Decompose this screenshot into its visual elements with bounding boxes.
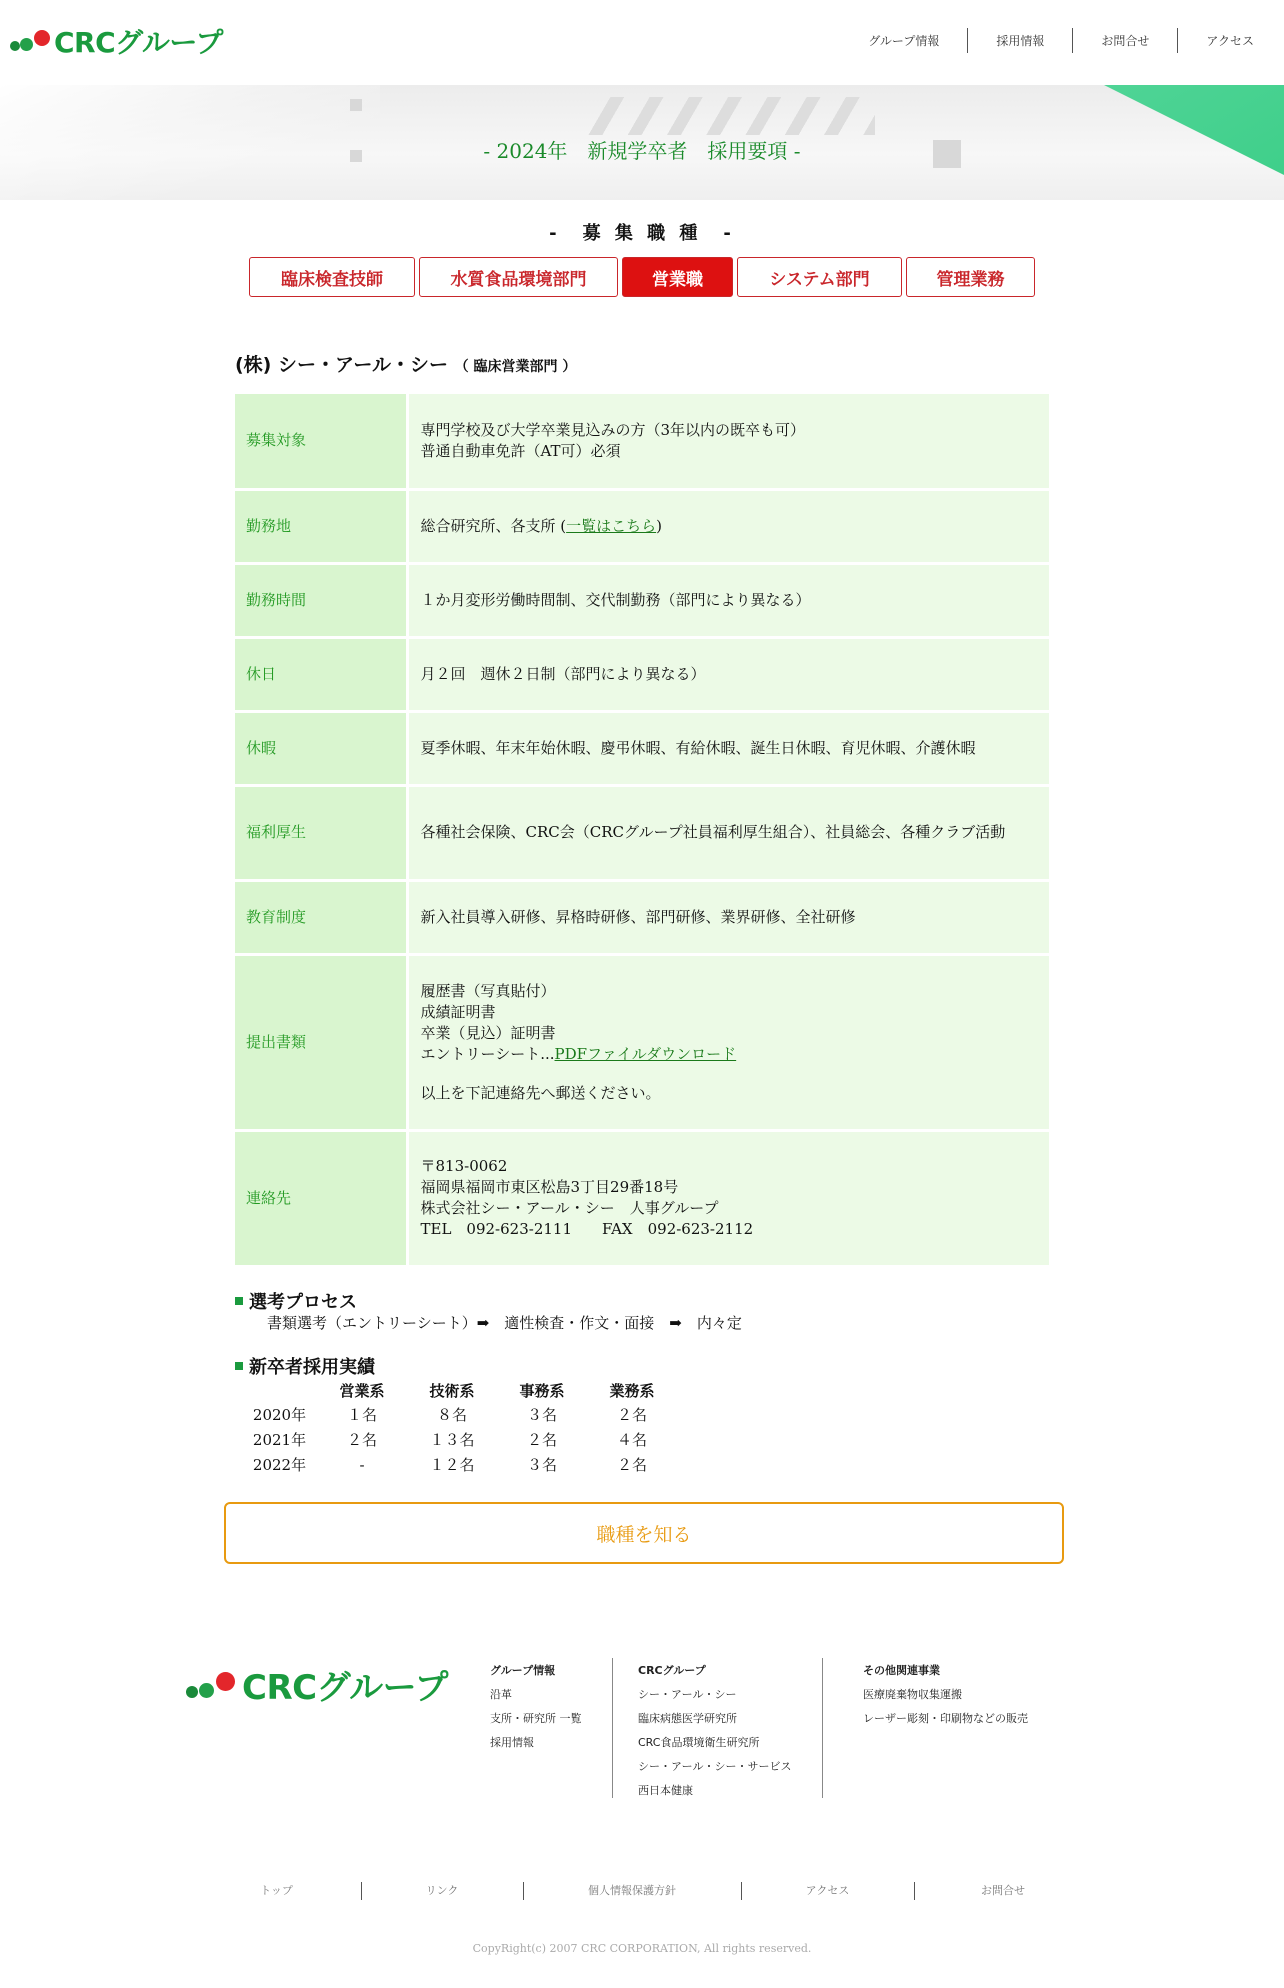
footer-logo[interactable] xyxy=(186,1660,448,1709)
table-row xyxy=(235,954,1049,1130)
location-suffix: ) xyxy=(656,516,662,535)
hero-banner xyxy=(0,85,1284,200)
header-cell: 業務系 xyxy=(609,1381,655,1400)
footer-link-laser-engraving[interactable]: レーザー彫刻・印刷物などの販売 xyxy=(863,1712,1028,1725)
nav-recruit-info[interactable]: 採用情報 xyxy=(967,28,1072,53)
footer-col-title: CRCグループ xyxy=(638,1664,706,1677)
row-label: 休日 xyxy=(235,637,407,711)
table-row xyxy=(235,637,1049,711)
row-label: 連絡先 xyxy=(235,1130,407,1266)
table-row xyxy=(242,1402,677,1427)
table-row xyxy=(242,1427,677,1452)
footer-nav-contact[interactable]: お問合せ xyxy=(914,1882,1092,1900)
count-cell: ８名 xyxy=(436,1406,467,1424)
section-title: - 募 集 職 種 - xyxy=(549,223,735,244)
row-value: 夏季休暇、年末年始休暇、慶弔休暇、有給休暇、誕生日休暇、育児休暇、介護休暇 xyxy=(407,711,1049,785)
row-value xyxy=(407,394,1049,489)
count-cell: １名 xyxy=(346,1406,377,1424)
header-cell: 技術系 xyxy=(429,1381,475,1400)
pdf-download-link[interactable]: PDFファイルダウンロード xyxy=(554,1044,737,1063)
footer-link-crc-service[interactable]: シー・アール・シー・サービス xyxy=(638,1760,792,1773)
results-heading xyxy=(235,1353,375,1379)
document-line xyxy=(421,1044,1040,1065)
job-type-tabs xyxy=(249,257,1035,297)
document-line: 履歴書（写真貼付） xyxy=(420,981,556,1000)
company-name: (株) シー・アール・シー xyxy=(235,354,449,376)
table-row xyxy=(235,394,1049,489)
footer-link-history[interactable]: 沿革 xyxy=(490,1688,512,1701)
row-value: 各種社会保険、CRC会（CRCグループ社員福利厚生組合）、社員総会、各種クラブ活動 xyxy=(407,785,1049,880)
footer-col-related xyxy=(863,1662,1028,1734)
company-division: （ 臨床営業部門 ） xyxy=(454,359,577,375)
copyright: CopyRight(c) 2007 CRC CORPORATION, All rights reserved. xyxy=(472,1942,812,1955)
table-row xyxy=(242,1378,677,1402)
branch-list-link[interactable]: 一覧はこちら xyxy=(566,516,657,535)
footer-divider xyxy=(612,1658,613,1798)
table-row xyxy=(235,1130,1049,1266)
table-row xyxy=(242,1452,677,1477)
target-line: 専門学校及び大学卒業見込みの方（3年以内の既卒も可） xyxy=(420,420,806,439)
process-steps: 書類選考（エントリーシート）➡ 適性検査・作文・面接 ➡ 内々定 xyxy=(267,1314,742,1332)
count-cell: ４名 xyxy=(616,1431,647,1449)
crc-logo[interactable] xyxy=(10,24,223,58)
footer-link-nishinihon-health[interactable]: 西日本健康 xyxy=(638,1784,693,1797)
document-line: 成績証明書 xyxy=(420,1002,496,1021)
footer-link-food-env-institute[interactable]: CRC食品環境衛生研究所 xyxy=(638,1736,760,1749)
logo-text: CRCグループ xyxy=(54,26,223,59)
footer-nav-links[interactable]: リンク xyxy=(361,1882,523,1900)
row-label: 福利厚生 xyxy=(235,785,407,880)
count-cell: １２名 xyxy=(429,1456,475,1474)
tab-system[interactable]: システム部門 xyxy=(737,257,902,297)
contact-line: 〒813-0062 xyxy=(420,1157,508,1175)
footer-col-title: グループ情報 xyxy=(490,1664,556,1677)
footer-col-title: その他関連事業 xyxy=(863,1664,940,1677)
count-cell: ２名 xyxy=(616,1406,647,1424)
nav-access[interactable]: アクセス xyxy=(1177,28,1268,53)
row-label: 勤務時間 xyxy=(235,563,407,637)
tab-admin[interactable]: 管理業務 xyxy=(906,257,1035,297)
count-cell: ２名 xyxy=(346,1431,377,1449)
row-label: 休暇 xyxy=(235,711,407,785)
count-cell: ３名 xyxy=(526,1456,557,1474)
footer-nav-privacy[interactable]: 個人情報保護方針 xyxy=(523,1882,741,1900)
green-square-icon xyxy=(235,1297,243,1305)
target-line: 普通自動車免許（AT可）必須 xyxy=(420,441,621,460)
table-row xyxy=(235,563,1049,637)
year-cell: 2022年 xyxy=(252,1456,307,1474)
table-row xyxy=(235,489,1049,563)
footer-col-group-info xyxy=(490,1662,582,1758)
footer-link-branches[interactable]: 支所・研究所 一覧 xyxy=(490,1712,582,1725)
footer-link-recruit[interactable]: 採用情報 xyxy=(490,1736,534,1749)
footer-link-medical-waste[interactable]: 医療廃棄物収集運搬 xyxy=(863,1688,962,1701)
row-label: 募集対象 xyxy=(235,394,407,489)
recruitment-info-table xyxy=(235,394,1049,1268)
top-nav xyxy=(840,28,1268,53)
logo-dots-icon xyxy=(186,1668,242,1702)
banner-square xyxy=(350,99,362,111)
logo-dots-icon xyxy=(10,26,54,56)
entry-sheet-label: エントリーシート... xyxy=(420,1044,555,1063)
footer-bottom-nav xyxy=(0,1882,1284,1900)
documents-note: 以上を下記連絡先へ郵送ください。 xyxy=(420,1083,661,1102)
tab-water-food-env[interactable]: 水質食品環境部門 xyxy=(419,257,618,297)
table-row xyxy=(235,711,1049,785)
contact-line: TEL 092-623-2111 FAX 092-623-2112 xyxy=(420,1220,754,1238)
contact-line: 福岡県福岡市東区松島3丁目29番18号 xyxy=(420,1178,679,1196)
count-cell: ３名 xyxy=(526,1406,557,1424)
site-header xyxy=(0,0,1284,85)
count-cell: １３名 xyxy=(429,1431,475,1449)
footer-col-crc-group xyxy=(638,1662,791,1806)
nav-group-info[interactable]: グループ情報 xyxy=(868,34,940,48)
header-cell: 事務系 xyxy=(519,1381,565,1400)
row-label: 勤務地 xyxy=(235,489,407,563)
banner-title: - 2024年 新規学卒者 採用要項 - xyxy=(483,139,801,163)
process-heading xyxy=(235,1288,357,1314)
process-title: 選考プロセス xyxy=(249,1292,357,1313)
row-label: 教育制度 xyxy=(235,880,407,954)
count-cell: ２名 xyxy=(526,1431,557,1449)
green-square-icon xyxy=(235,1362,243,1370)
learn-job-types-button[interactable]: 職種を知る xyxy=(224,1502,1064,1564)
footer-nav-top[interactable]: トップ xyxy=(260,1884,293,1897)
count-cell: - xyxy=(359,1455,365,1474)
company-heading xyxy=(235,350,576,377)
hiring-results-table xyxy=(242,1378,677,1477)
tab-clinical-lab[interactable]: 臨床検査技師 xyxy=(249,257,415,297)
row-value xyxy=(407,954,1049,1130)
row-value: 月２回 週休２日制（部門により異なる） xyxy=(407,637,1049,711)
row-label: 提出書類 xyxy=(235,954,407,1130)
banner-stripes xyxy=(585,97,875,135)
nav-contact[interactable]: お問合せ xyxy=(1072,28,1177,53)
document-line: 卒業（見込）証明書 xyxy=(420,1023,556,1042)
table-row xyxy=(235,785,1049,880)
footer-nav-access[interactable]: アクセス xyxy=(741,1882,914,1900)
year-cell: 2021年 xyxy=(252,1431,307,1449)
row-value xyxy=(407,489,1049,563)
year-cell: 2020年 xyxy=(252,1406,307,1424)
row-value: １か月変形労働時間制、交代制勤務（部門により異なる） xyxy=(407,563,1049,637)
header-cell: 営業系 xyxy=(339,1381,385,1400)
table-row xyxy=(235,880,1049,954)
header-cell xyxy=(242,1378,317,1402)
row-value: 新入社員導入研修、昇格時研修、部門研修、業界研修、全社研修 xyxy=(407,880,1049,954)
tab-sales[interactable]: 営業職 xyxy=(622,257,733,297)
footer-divider xyxy=(822,1658,823,1798)
footer-logo-text: CRCグループ xyxy=(242,1668,448,1708)
footer-link-clinical-institute[interactable]: 臨床病態医学研究所 xyxy=(638,1712,737,1725)
results-title: 新卒者採用実績 xyxy=(249,1357,375,1378)
row-value xyxy=(407,1130,1049,1266)
location-text: 総合研究所、各支所 ( xyxy=(420,516,567,535)
contact-line: 株式会社シー・アール・シー 人事グループ xyxy=(420,1199,719,1217)
footer-link-crc[interactable]: シー・アール・シー xyxy=(638,1688,737,1701)
count-cell: ２名 xyxy=(616,1456,647,1474)
